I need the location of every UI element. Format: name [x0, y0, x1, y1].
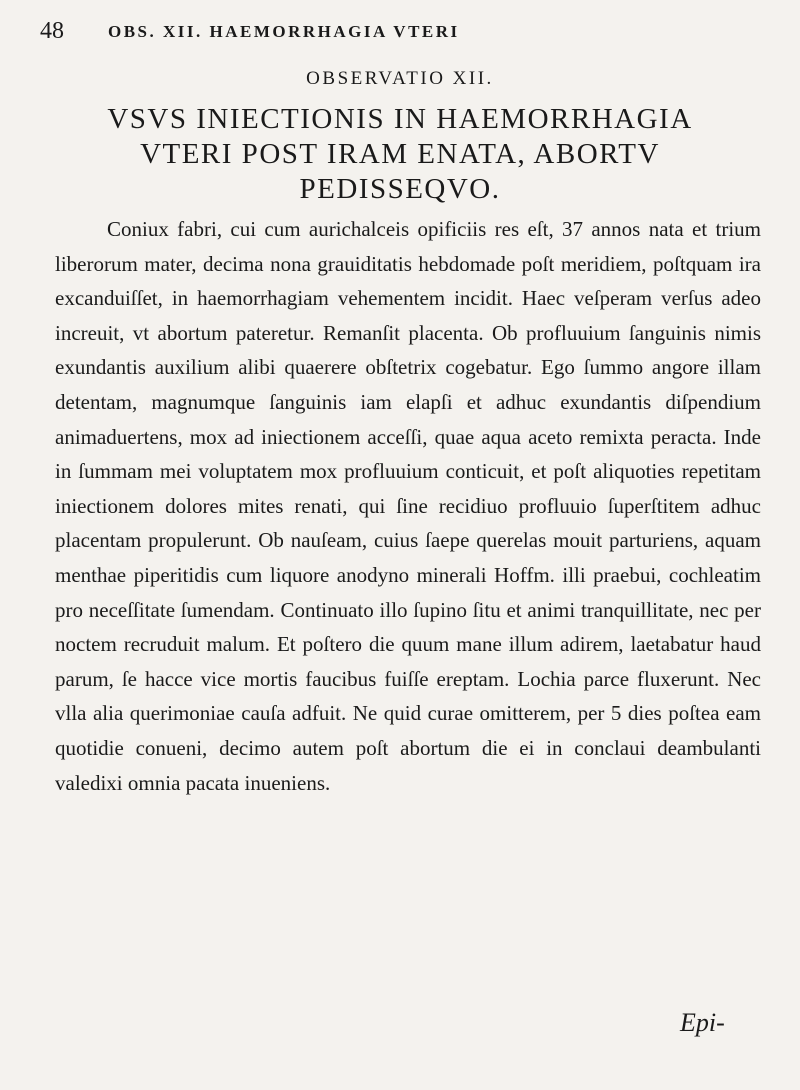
body-paragraph: Coniux fabri, cui cum aurichalceis opificiis res eſt, 37 annos nata et trium liberorum mater, decima nona grauiditatis hebdomade poſt meridiem, poſtquam ira excanduiſſet, in haemorrhagiam vehementem incidit. Haec veſperam verſus adeo increuit, vt abortum pateretur. Remanſit placenta. Ob profluuium ſanguinis nimis exundantis auxilium alibi quaerere obſtetrix cogebatur. Ego ſummo angore illam detentam, magnumque ſanguinis iam elapſi et adhuc exundantis diſpendium animaduertens, mox ad iniectionem acceſſi, quae aqua aceto remixta peracta. Inde in ſummam mei voluptatem mox profluuium conticuit, et poſt aliquoties repetitam iniectionem dolores mites renati, qui ſine recidiuo profluuio ſuperſtitem adhuc placentam propulerunt. Ob nauſeam, cuius ſaepe querelas mouit parturiens, aquam menthae piperitidis cum liquore anodyno minerali Hoffm. illi praebui, cochleatim pro neceſſitate ſumendam. Continuato illo ſupino ſitu et animi tranquillitate, nec per noctem recruduit malum. Et poſtero die quum mane illum adirem, laetabatur haud parum, ſe hacce vice mortis faucibus fuiſſe ereptam. Lochia parce fluxerunt. Nec vlla alia querimoniae cauſa adfuit. Ne quid curae omitterem, per 5 dies poſtea eam quotidie conueni, decimo autem poſt abortum die ei in conclaui deambulanti valedixi omnia pacata inueniens.: [55, 217, 761, 795]
title-line: PEDISSEQVO.: [299, 173, 501, 205]
running-title: OBS. XII. HAEMORRHAGIA VTERI: [108, 22, 460, 41]
page-number: 48: [40, 18, 64, 44]
chapter-title: [40, 102, 760, 207]
observation-heading: OBSERVATIO XII.: [306, 68, 494, 89]
running-head: [40, 18, 760, 58]
body-text: [55, 212, 761, 800]
catchword: Epi-: [680, 1008, 725, 1037]
title-line: VSVS INIECTIONIS IN HAEMORRHAGIA: [107, 103, 693, 135]
title-line: VTERI POST IRAM ENATA, ABORTV: [140, 138, 660, 170]
